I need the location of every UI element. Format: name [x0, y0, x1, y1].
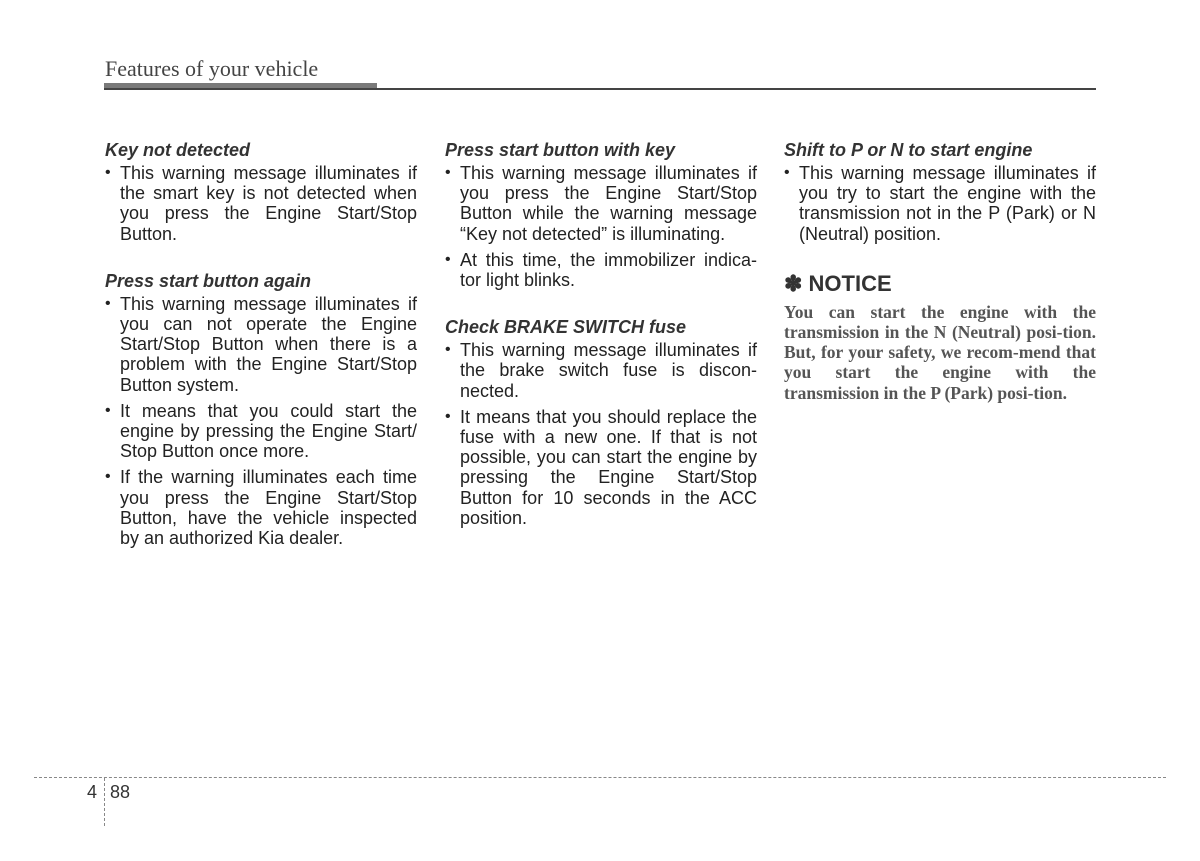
section-shift-to-p-or-n: [784, 139, 1096, 244]
section-heading: Press start button again: [105, 270, 312, 291]
footer-dashed-divider: [104, 778, 105, 826]
section-heading: Key not detected: [105, 140, 251, 160]
bullet-item: • If the warning illuminates each time you press the Engine Start/Stop Button, have the vehicle inspected by an authorized Kia dealer.: [105, 467, 417, 548]
bullet-item: • This warning message illuminates if you try to start the engine with the transmission not in the P (Park) or N (Neutral) position.: [784, 163, 1096, 244]
bullet-item: • It means that you could start the engine by pressing the Engine Start/ Stop Button once more.: [105, 401, 417, 462]
bullet-item: • At this time, the immobilizer indica-tor light blinks.: [445, 250, 757, 290]
section-key-not-detected: [105, 139, 417, 244]
notice-title: ✽ NOTICE: [784, 270, 892, 296]
bullet-list: [105, 294, 417, 548]
bullet-item: • This warning message illuminates if the smart key is not detected when you press the Engine Start/Stop Button.: [105, 163, 417, 244]
footer-dashed-rule: [34, 777, 1166, 778]
column-3: [784, 139, 1096, 403]
section-heading: Shift to P or N to start engine: [784, 140, 1033, 160]
section-heading: Press start button with key: [445, 140, 676, 160]
bullet-item: • It means that you should replace the fuse with a new one. If that is not possible, you can start the engine by pressing the Engine Start/Stop Button for 10 seconds in the ACC position.: [445, 407, 757, 528]
section-press-start-button-again: [105, 270, 417, 548]
column-2: [445, 139, 757, 534]
bullet-list: [784, 163, 1096, 244]
header-title: Features of your vehicle: [105, 56, 319, 81]
notice-text: You can start the engine with the transmission in the N (Neutral) posi-tion. But, for your safety, we recom-mend that you start the engine with the transmission in the P (Park) posi-tion.: [784, 301, 1096, 403]
page-number: 88: [110, 782, 131, 802]
chapter-number: 4: [87, 782, 98, 802]
bullet-list: [105, 163, 417, 244]
notice-box: [784, 272, 1096, 403]
bullet-list: [445, 163, 757, 290]
section-check-brake-switch-fuse: [445, 316, 757, 528]
section-heading: Check BRAKE SWITCH fuse: [445, 317, 687, 338]
bullet-item: • This warning message illuminates if the brake switch fuse is discon-nected.: [445, 340, 757, 401]
column-1: [105, 139, 417, 554]
header-rule-thin: [104, 88, 1096, 90]
bullet-item: • This warning message illuminates if you can not operate the Engine Start/Stop Button when there is a problem with the Engine Start/Stop Button system.: [105, 294, 417, 395]
bullet-item: • This warning message illuminates if you press the Engine Start/Stop Button while the warning message “Key not detected” is illuminating.: [445, 163, 757, 244]
bullet-list: [445, 340, 757, 528]
section-press-start-button-with-key: [445, 139, 757, 290]
